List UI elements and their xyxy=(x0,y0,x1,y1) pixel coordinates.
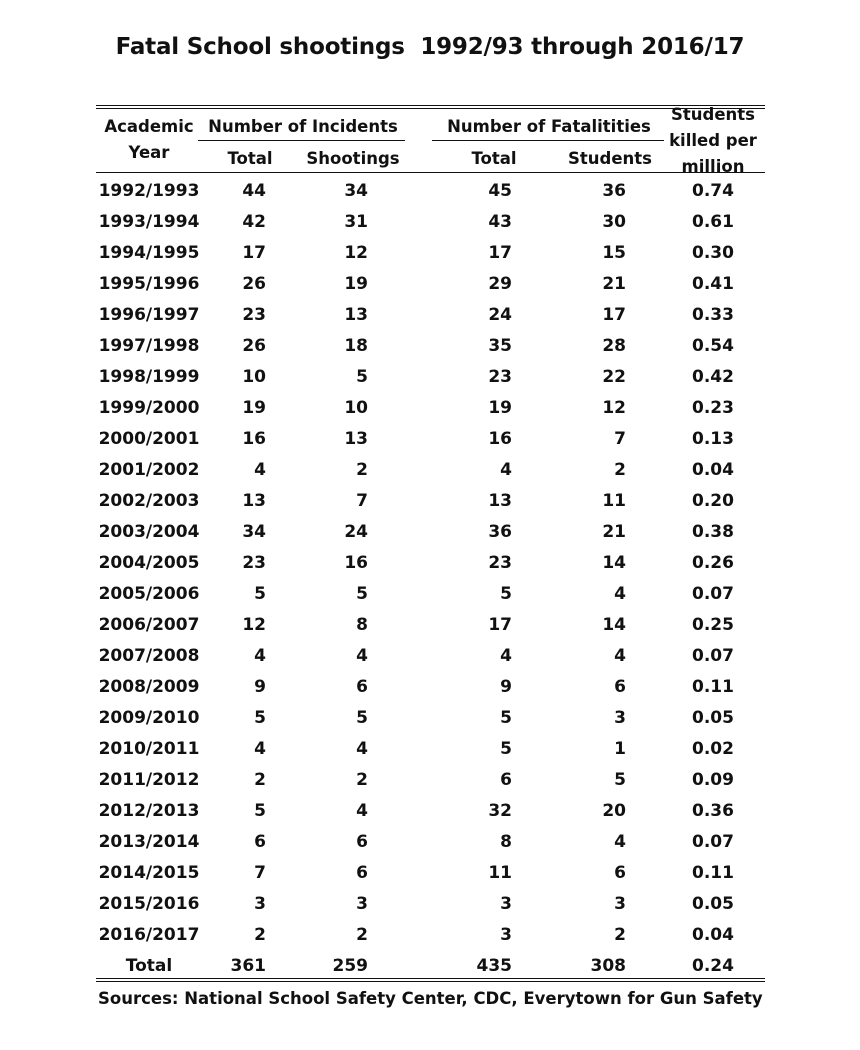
rate-cell: 0.74 xyxy=(692,181,734,201)
year-cell: 2000/2001 xyxy=(98,429,200,449)
year-cell: 2012/2013 xyxy=(98,801,200,821)
fatalities-total-cell: 45 xyxy=(488,181,512,201)
incidents-shootings-cell: 6 xyxy=(356,677,368,697)
fatalities-group-rule xyxy=(432,140,664,141)
incidents-shootings-cell: 5 xyxy=(356,367,368,387)
year-cell: 1995/1996 xyxy=(98,274,200,294)
fatalities-total-cell: 3 xyxy=(500,894,512,914)
incidents-shootings-cell: 10 xyxy=(344,398,368,418)
fatalities-students-cell: 7 xyxy=(614,429,626,449)
incidents-shootings-cell: 18 xyxy=(344,336,368,356)
incidents-total-cell: 23 xyxy=(242,553,266,573)
header-rate-line3: million xyxy=(681,157,745,172)
year-cell: 2004/2005 xyxy=(98,553,200,573)
sources-note: Sources: National School Safety Center, CDC, Everytown for Gun Safety xyxy=(98,989,763,1008)
rate-cell: 0.30 xyxy=(692,243,734,263)
fatalities-students-cell: 3 xyxy=(614,708,626,728)
incidents-shootings-cell: 3 xyxy=(356,894,368,914)
rate-cell: 0.09 xyxy=(692,770,734,790)
fatalities-students-cell: 15 xyxy=(602,243,626,263)
incidents-shootings-cell: 31 xyxy=(344,212,368,232)
year-cell: 2010/2011 xyxy=(98,739,200,759)
fatalities-total-cell: 17 xyxy=(488,615,512,635)
rate-cell: 0.42 xyxy=(692,367,734,387)
header-incidents-group: Number of Incidents xyxy=(208,117,398,136)
fatalities-total-cell: 35 xyxy=(488,336,512,356)
incidents-shootings-cell: 2 xyxy=(356,770,368,790)
fatalities-total-cell: 4 xyxy=(500,460,512,480)
fatalities-total-cell: 23 xyxy=(488,367,512,387)
total-year-cell: Total xyxy=(125,956,173,976)
fatalities-total-cell: 4 xyxy=(500,646,512,666)
incidents-total-cell: 4 xyxy=(254,739,266,759)
fatalities-total-cell: 11 xyxy=(488,863,512,883)
fatalities-students-cell: 28 xyxy=(602,336,626,356)
incidents-total-cell: 5 xyxy=(254,801,266,821)
fatalities-students-cell: 2 xyxy=(614,925,626,945)
incidents-shootings-cell: 4 xyxy=(356,646,368,666)
year-cell: 2001/2002 xyxy=(98,460,200,480)
header-incidents-shootings: Shootings xyxy=(306,149,400,168)
incidents-total-cell: 23 xyxy=(242,305,266,325)
year-cell: 2013/2014 xyxy=(98,832,200,852)
incidents-total-cell: 10 xyxy=(242,367,266,387)
fatalities-students-cell: 12 xyxy=(602,398,626,418)
header-rate-line2: killed per xyxy=(669,131,757,150)
incidents-shootings-cell: 4 xyxy=(356,739,368,759)
incidents-total-cell: 4 xyxy=(254,646,266,666)
incidents-shootings-cell: 6 xyxy=(356,863,368,883)
year-cell: 1998/1999 xyxy=(98,367,200,387)
year-cell: 2005/2006 xyxy=(98,584,200,604)
rate-cell: 0.23 xyxy=(692,398,734,418)
year-cell: 2016/2017 xyxy=(98,925,200,945)
total-rate-cell: 0.24 xyxy=(692,956,734,976)
incidents-total-cell: 12 xyxy=(242,615,266,635)
year-cell: 1997/1998 xyxy=(98,336,200,356)
year-cell: 2008/2009 xyxy=(98,677,200,697)
rate-cell: 0.33 xyxy=(692,305,734,325)
header-incidents-total: Total xyxy=(227,149,273,168)
year-cell: 2002/2003 xyxy=(98,491,200,511)
incidents-total-cell: 7 xyxy=(254,863,266,883)
incidents-total-cell: 5 xyxy=(254,584,266,604)
fatalities-total-cell: 23 xyxy=(488,553,512,573)
bottom-rule xyxy=(96,978,765,979)
fatalities-total-cell: 16 xyxy=(488,429,512,449)
fatalities-total-cell: 5 xyxy=(500,739,512,759)
top-rule xyxy=(96,105,765,106)
rate-cell: 0.07 xyxy=(692,832,734,852)
incidents-shootings-cell: 7 xyxy=(356,491,368,511)
rate-cell: 0.05 xyxy=(692,708,734,728)
incidents-shootings-cell: 13 xyxy=(344,429,368,449)
table-title: Fatal School shootings 1992/93 through 2016/17 xyxy=(115,34,745,60)
fatalities-total-cell: 5 xyxy=(500,584,512,604)
fatalities-total-cell: 13 xyxy=(488,491,512,511)
rate-cell: 0.07 xyxy=(692,646,734,666)
incidents-total-cell: 26 xyxy=(242,274,266,294)
rate-cell: 0.54 xyxy=(692,336,734,356)
rate-cell: 0.25 xyxy=(692,615,734,635)
incidents-total-cell: 16 xyxy=(242,429,266,449)
bottom-rule-inner xyxy=(96,981,765,982)
incidents-total-cell: 3 xyxy=(254,894,266,914)
rate-cell: 0.36 xyxy=(692,801,734,821)
year-cell: 1992/1993 xyxy=(98,181,200,201)
incidents-total-cell: 19 xyxy=(242,398,266,418)
incidents-total-cell: 6 xyxy=(254,832,266,852)
fatalities-students-cell: 30 xyxy=(602,212,626,232)
header-academic: Academic xyxy=(104,117,194,136)
rate-cell: 0.41 xyxy=(692,274,734,294)
header-rule xyxy=(96,172,765,173)
incidents-total-cell: 2 xyxy=(254,770,266,790)
fatalities-total-cell: 17 xyxy=(488,243,512,263)
fatalities-total-cell: 29 xyxy=(488,274,512,294)
incidents-total-cell: 5 xyxy=(254,708,266,728)
fatalities-total-cell: 6 xyxy=(500,770,512,790)
fatalities-students-cell: 5 xyxy=(614,770,626,790)
incidents-total-cell: 9 xyxy=(254,677,266,697)
rate-cell: 0.11 xyxy=(692,677,734,697)
year-cell: 2015/2016 xyxy=(98,894,200,914)
fatalities-total-cell: 43 xyxy=(488,212,512,232)
fatalities-students-cell: 36 xyxy=(602,181,626,201)
incidents-shootings-cell: 6 xyxy=(356,832,368,852)
year-cell: 1993/1994 xyxy=(98,212,200,232)
fatalities-students-cell: 2 xyxy=(614,460,626,480)
fatalities-total-cell: 19 xyxy=(488,398,512,418)
incidents-shootings-cell: 8 xyxy=(356,615,368,635)
incidents-total-cell: 13 xyxy=(242,491,266,511)
rate-cell: 0.02 xyxy=(692,739,734,759)
year-cell: 2011/2012 xyxy=(98,770,200,790)
incidents-total-cell: 42 xyxy=(242,212,266,232)
total-incidents-shootings-cell: 259 xyxy=(332,956,368,976)
incidents-total-cell: 44 xyxy=(242,181,266,201)
incidents-total-cell: 4 xyxy=(254,460,266,480)
fatalities-students-cell: 21 xyxy=(602,522,626,542)
fatalities-students-cell: 14 xyxy=(602,615,626,635)
year-cell: 2014/2015 xyxy=(98,863,200,883)
header-fatalities-total: Total xyxy=(471,149,517,168)
year-cell: 2009/2010 xyxy=(98,708,200,728)
rate-cell: 0.04 xyxy=(692,925,734,945)
total-fatalities-total-cell: 435 xyxy=(476,956,512,976)
fatalities-total-cell: 9 xyxy=(500,677,512,697)
fatalities-students-cell: 17 xyxy=(602,305,626,325)
header-fatalities-group: Number of Fatalitities xyxy=(447,117,651,136)
fatalities-total-cell: 3 xyxy=(500,925,512,945)
year-cell: 1994/1995 xyxy=(98,243,200,263)
year-cell: 2003/2004 xyxy=(98,522,200,542)
header-fatalities-students: Students xyxy=(568,149,652,168)
rate-cell: 0.04 xyxy=(692,460,734,480)
rate-cell: 0.20 xyxy=(692,491,734,511)
incidents-shootings-cell: 4 xyxy=(356,801,368,821)
total-fatalities-students-cell: 308 xyxy=(590,956,626,976)
incidents-shootings-cell: 12 xyxy=(344,243,368,263)
fatalities-students-cell: 11 xyxy=(602,491,626,511)
fatalities-students-cell: 4 xyxy=(614,646,626,666)
rate-cell: 0.38 xyxy=(692,522,734,542)
rate-cell: 0.11 xyxy=(692,863,734,883)
incidents-total-cell: 26 xyxy=(242,336,266,356)
top-rule-inner xyxy=(96,108,765,109)
fatalities-students-cell: 22 xyxy=(602,367,626,387)
fatalities-students-cell: 20 xyxy=(602,801,626,821)
incidents-total-cell: 17 xyxy=(242,243,266,263)
fatalities-students-cell: 3 xyxy=(614,894,626,914)
incidents-shootings-cell: 2 xyxy=(356,925,368,945)
fatalities-total-cell: 5 xyxy=(500,708,512,728)
rate-cell: 0.61 xyxy=(692,212,734,232)
fatalities-total-cell: 32 xyxy=(488,801,512,821)
incidents-total-cell: 34 xyxy=(242,522,266,542)
incidents-shootings-cell: 34 xyxy=(344,181,368,201)
header-year: Year xyxy=(128,143,170,162)
incidents-shootings-cell: 24 xyxy=(344,522,368,542)
incidents-shootings-cell: 5 xyxy=(356,708,368,728)
header-rate-line1: Students xyxy=(671,105,755,124)
year-cell: 1999/2000 xyxy=(98,398,200,418)
year-cell: 2007/2008 xyxy=(98,646,200,666)
incidents-shootings-cell: 5 xyxy=(356,584,368,604)
total-incidents-total-cell: 361 xyxy=(230,956,266,976)
incidents-shootings-cell: 16 xyxy=(344,553,368,573)
rate-cell: 0.05 xyxy=(692,894,734,914)
rate-cell: 0.13 xyxy=(692,429,734,449)
rate-cell: 0.26 xyxy=(692,553,734,573)
fatalities-students-cell: 21 xyxy=(602,274,626,294)
fatalities-total-cell: 8 xyxy=(500,832,512,852)
fatalities-total-cell: 36 xyxy=(488,522,512,542)
fatalities-students-cell: 4 xyxy=(614,584,626,604)
incidents-shootings-cell: 13 xyxy=(344,305,368,325)
fatalities-students-cell: 6 xyxy=(614,863,626,883)
rate-cell: 0.07 xyxy=(692,584,734,604)
fatalities-students-cell: 1 xyxy=(614,739,626,759)
fatalities-total-cell: 24 xyxy=(488,305,512,325)
incidents-shootings-cell: 2 xyxy=(356,460,368,480)
fatalities-students-cell: 6 xyxy=(614,677,626,697)
fatalities-students-cell: 4 xyxy=(614,832,626,852)
year-cell: 1996/1997 xyxy=(98,305,200,325)
incidents-shootings-cell: 19 xyxy=(344,274,368,294)
year-cell: 2006/2007 xyxy=(98,615,200,635)
incidents-total-cell: 2 xyxy=(254,925,266,945)
fatalities-students-cell: 14 xyxy=(602,553,626,573)
incidents-group-rule xyxy=(198,140,405,141)
